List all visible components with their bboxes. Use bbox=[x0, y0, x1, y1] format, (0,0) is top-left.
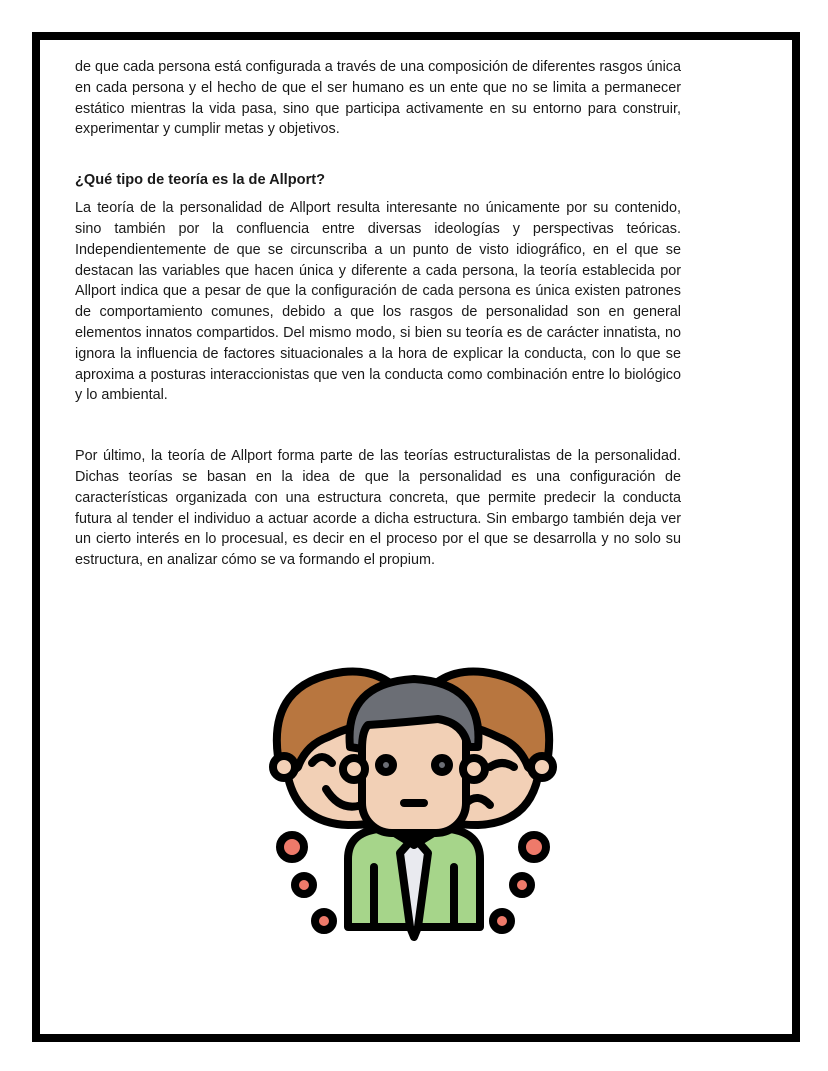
personality-faces-illustration bbox=[228, 627, 600, 951]
person-body-icon bbox=[348, 829, 480, 937]
document-body bbox=[75, 57, 681, 571]
neutral-face-icon bbox=[343, 679, 485, 833]
paragraph-theory-type: La teoría de la personalidad de Allport resulta interesante no únicamente por su contenido, sino también por la confluencia entre diversas ideologías y perspectivas teóricas. Independientemente de que se circunscriba a un punto de visto idiográfico, en el que se destacan las variables que hacen única y diferente a cada persona, la teoría establecida por Allport indica que a pesar de que la configuración de cada persona es única existen patrones de comportamiento comunes, debido a que los rasgos de personalidad son en general elementos innatos compartidos. Del mismo modo, si bien su teoría es de carácter innatista, no ignora la influencia de factores situacionales a la hora de explicar la conducta, con lo que se aproxima a posturas interaccionistas que ven la conducta como combinación entre lo biológico y lo ambiental. bbox=[75, 200, 681, 404]
section-heading: ¿Qué tipo de teoría es la de Allport? bbox=[75, 172, 326, 189]
paragraph-structuralist: Por último, la teoría de Allport forma parte de las teorías estructuralistas de la personalidad. Dichas teorías se basan en la idea de que la personalidad es una configuración de características organizada con una estructura concreta, que permite predecir la conducta futura al tender el individuo a actuar acorde a dicha estructura. Sin embargo también deja ver un cierto interés en lo procesual, es decir en el proceso por el que se desarrolla y no solo su estructura, en analizar cómo se va formando el propium. bbox=[75, 448, 681, 569]
paragraph-intro: de que cada persona está configurada a través de una composición de diferentes rasgos única en cada persona y el hecho de que el ser humano es un ente que no se limita a permanecer estático mientras la vida pasa, sino que participa activamente en su entorno para construir, experimentar y cumplir metas y objetivos. bbox=[75, 59, 681, 138]
